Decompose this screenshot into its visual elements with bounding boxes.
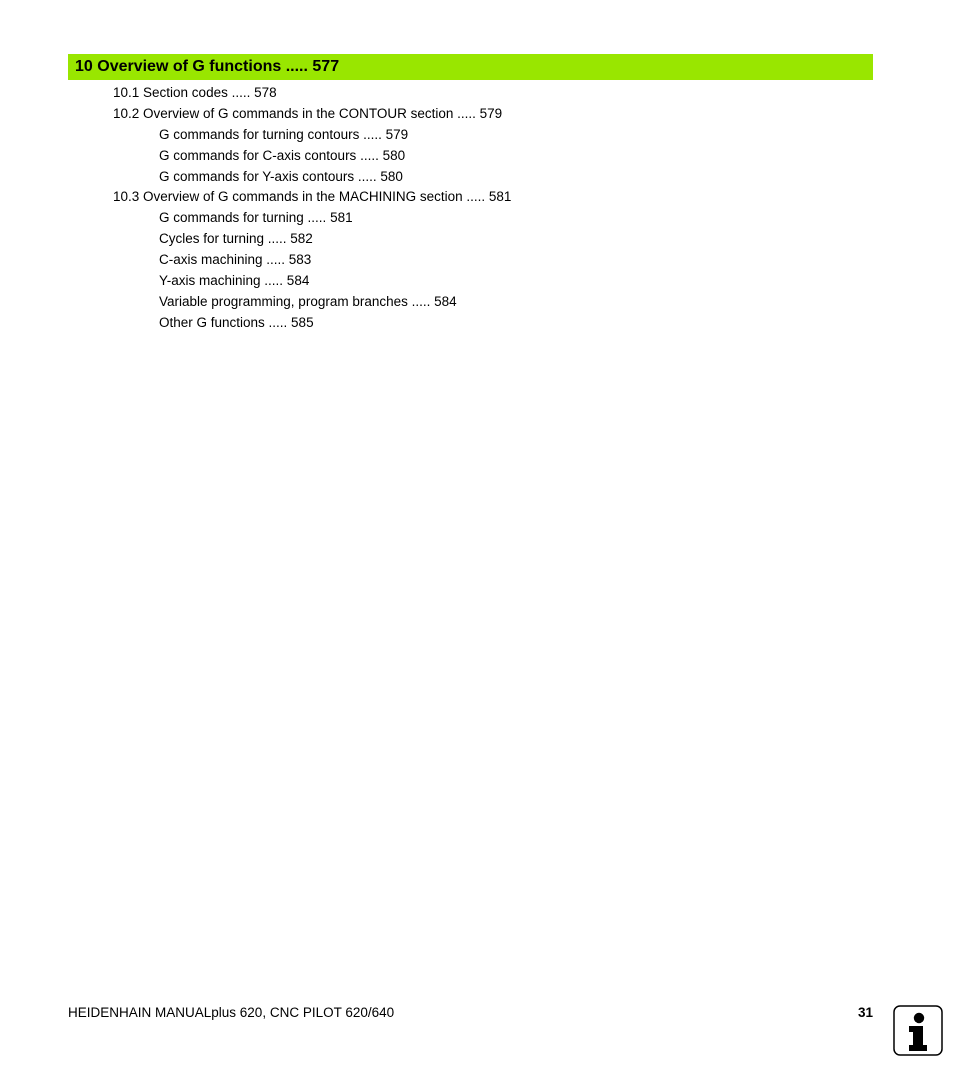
- toc-subsection-entry[interactable]: G commands for Y-axis contours ..... 580: [159, 168, 403, 184]
- toc-subsection-entry[interactable]: C-axis machining ..... 583: [159, 252, 312, 268]
- toc-subsection-entry[interactable]: Y-axis machining ..... 584: [159, 273, 310, 289]
- chapter-heading: 10 Overview of G functions ..... 577: [68, 54, 873, 80]
- toc-subsection-entry[interactable]: G commands for turning contours ..... 579: [159, 126, 409, 142]
- info-icon: [893, 1005, 943, 1056]
- toc-subsection-entry[interactable]: Variable programming, program branches ..... 584: [159, 293, 457, 309]
- toc-section-entry[interactable]: 10.1 Section codes ..... 578: [113, 85, 277, 100]
- footer-manual-title: HEIDENHAIN MANUALplus 620, CNC PILOT 620/640: [68, 1005, 395, 1020]
- toc-section-entry[interactable]: 10.3 Overview of G commands in the MACHINING section ..... 581: [113, 189, 512, 205]
- toc-subsection-entry[interactable]: Other G functions ..... 585: [159, 314, 314, 330]
- toc-subsection-entry[interactable]: G commands for C-axis contours ..... 580: [159, 147, 406, 163]
- page-number: 31: [857, 1005, 873, 1020]
- table-of-contents: [0, 83, 900, 334]
- toc-subsection-entry[interactable]: G commands for turning ..... 581: [159, 210, 353, 226]
- toc-subsection-entry[interactable]: Cycles for turning ..... 582: [159, 231, 313, 247]
- toc-section-entry[interactable]: 10.2 Overview of G commands in the CONTOUR section ..... 579: [113, 105, 503, 121]
